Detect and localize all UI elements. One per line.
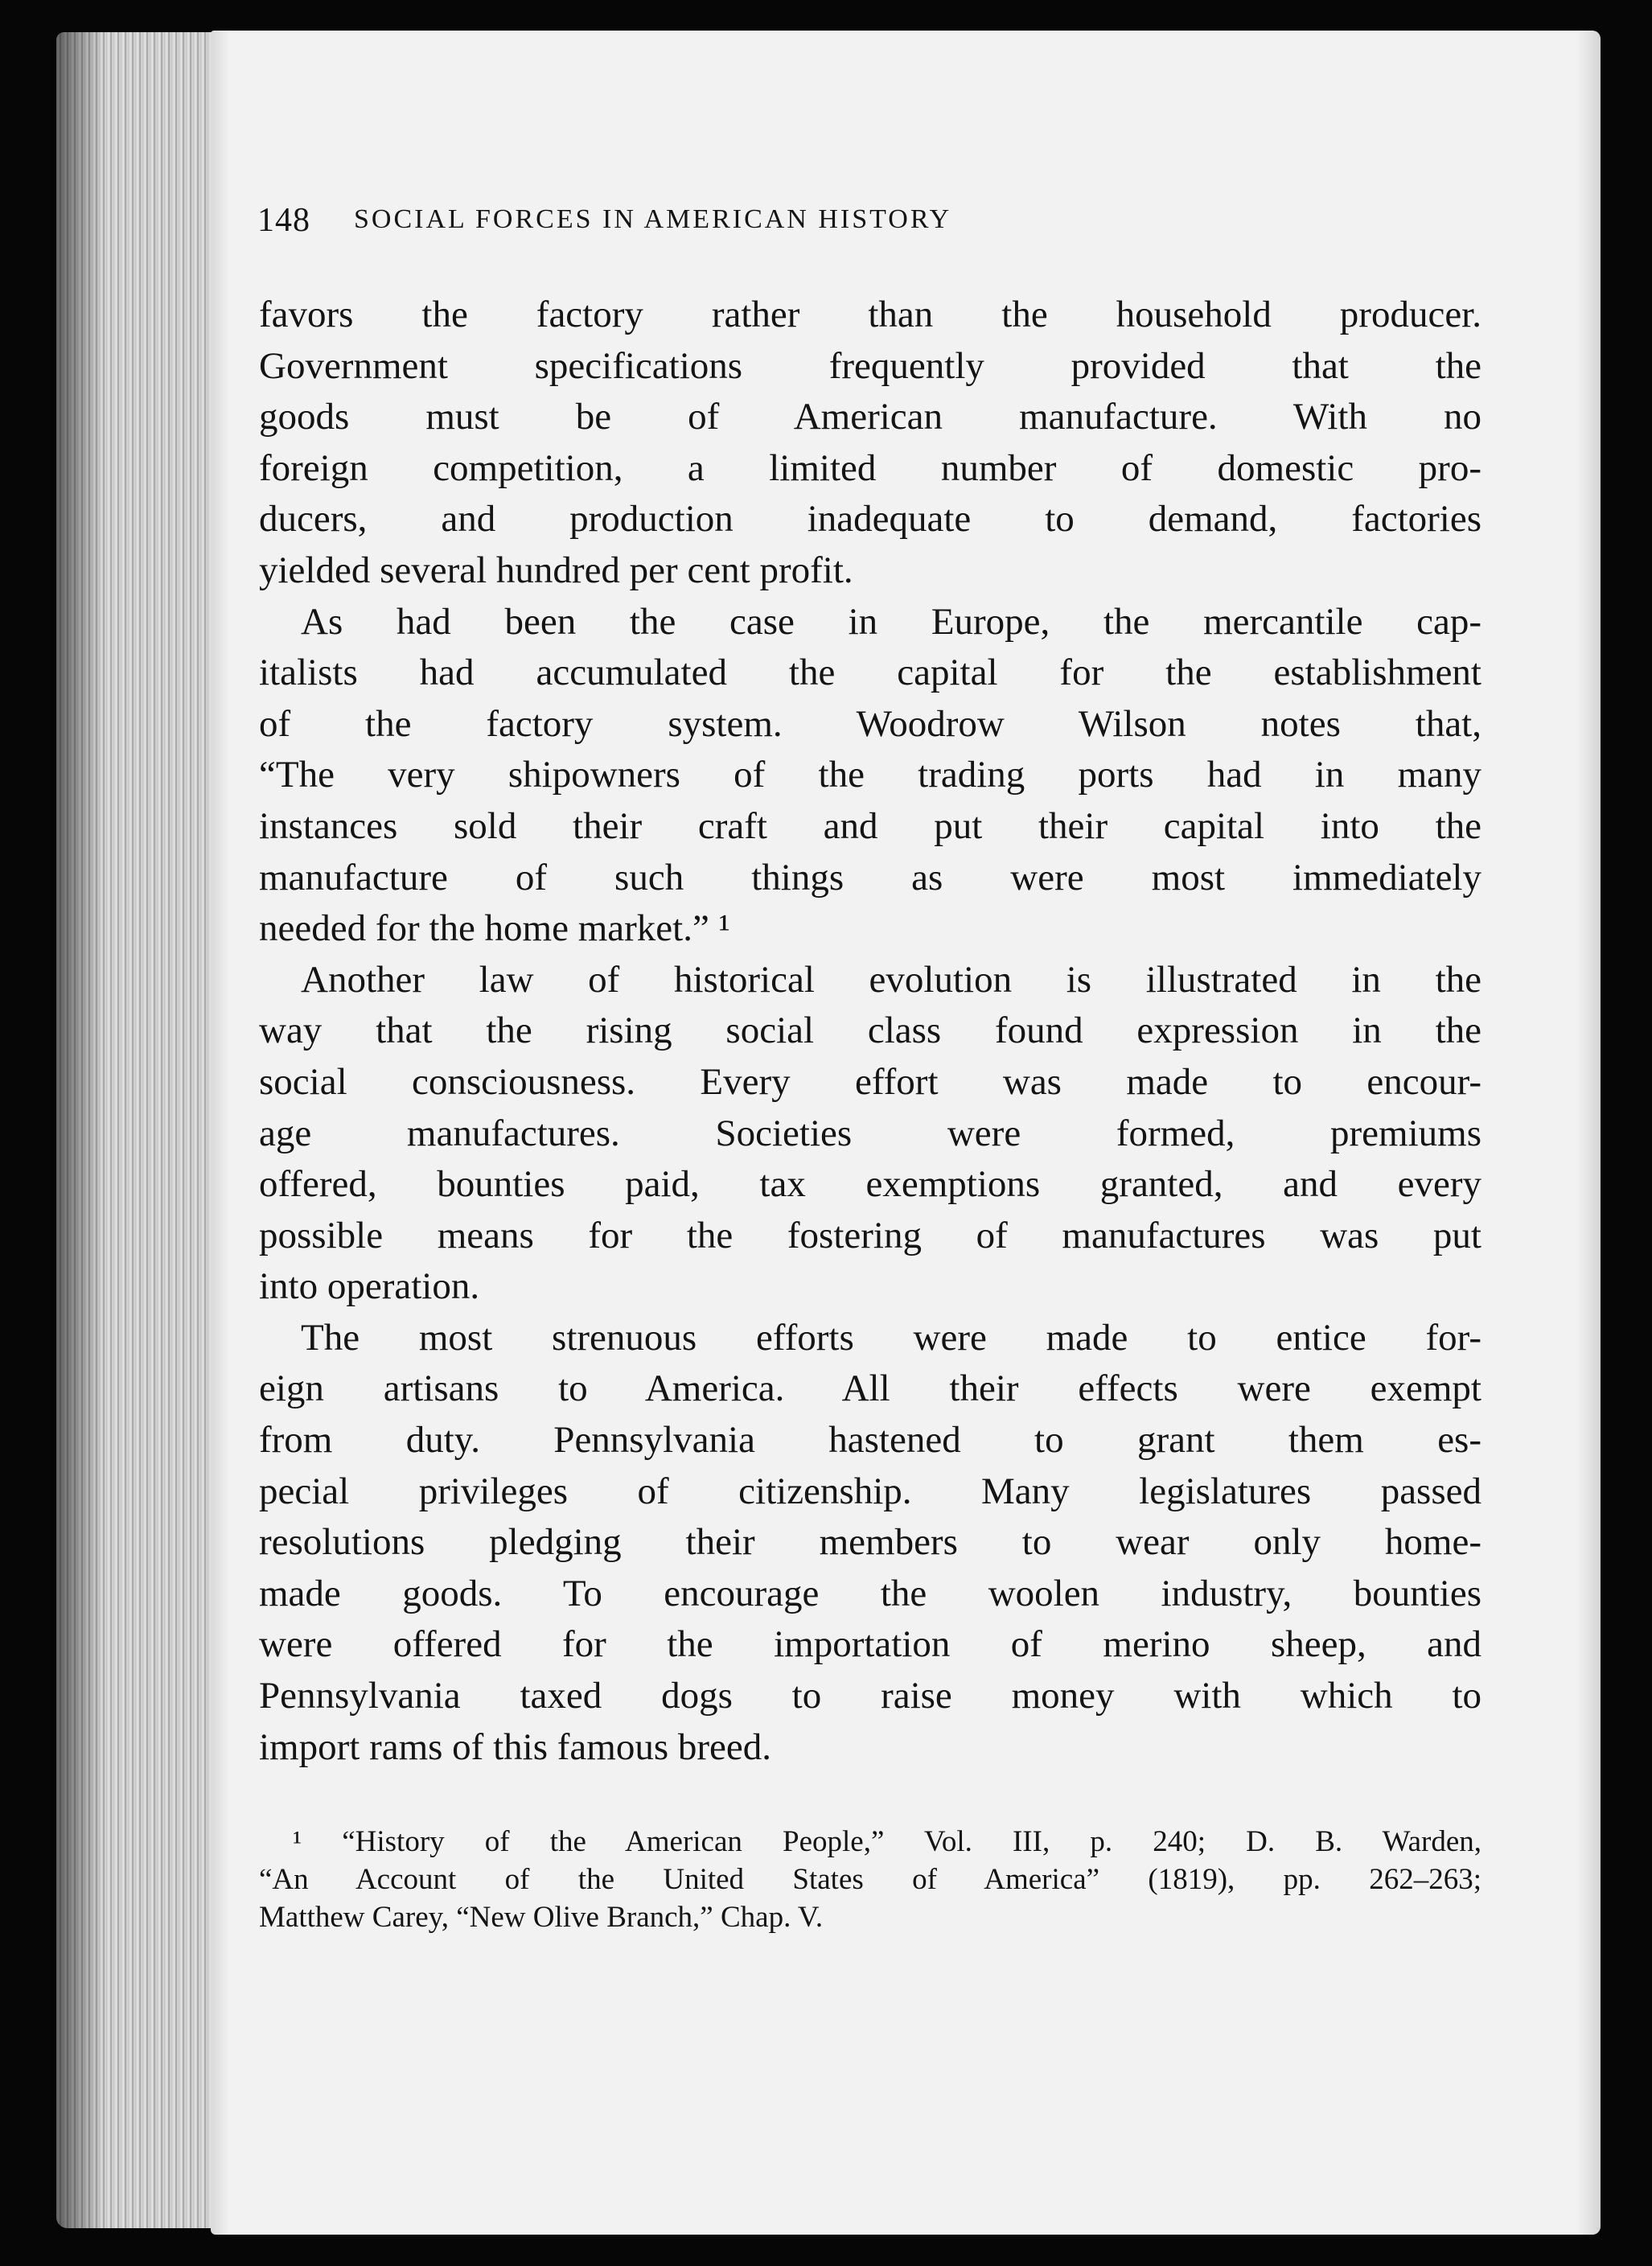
body-line: italists had accumulated the capital for the establishment	[259, 652, 1481, 694]
body-line: import rams of this famous breed.	[259, 1725, 771, 1768]
body-line: manufacture of such things as were most immediately	[259, 856, 1481, 899]
body-line: Another law of historical evolution is illustrated in the	[301, 958, 1481, 1001]
body-line: resolutions pledging their members to wear only home-	[259, 1521, 1481, 1564]
running-head-title: SOCIAL FORCES IN AMERICAN HISTORY	[354, 204, 952, 234]
body-line: ducers, and production inadequate to demand, factories	[259, 498, 1481, 541]
body-line: instances sold their craft and put their capital into the	[259, 804, 1481, 847]
body-line: needed for the home market.” ¹	[259, 907, 730, 950]
body-line: pecial privileges of citizenship. Many legislatures passed	[259, 1470, 1481, 1512]
body-line: “The very shipowners of the trading ports had in many	[259, 754, 1481, 796]
body-line: goods must be of American manufacture. With no	[259, 396, 1481, 438]
body-line: eign artisans to America. All their effects were exempt	[259, 1367, 1481, 1410]
running-head	[257, 201, 1142, 249]
body-line: yielded several hundred per cent profit.	[259, 549, 853, 591]
body-line: Pennsylvania taxed dogs to raise money with which to	[259, 1675, 1481, 1717]
edge-shadow	[1576, 31, 1601, 2235]
body-line: into operation.	[259, 1265, 480, 1308]
body-line: Government specifications frequently provided that the	[259, 344, 1481, 387]
footnote-line: “An Account of the United States of America” (1819), pp. 262–263;	[259, 1863, 1481, 1896]
gutter-shadow	[211, 31, 230, 2235]
body-line: offered, bounties paid, tax exemptions granted, and every	[259, 1163, 1481, 1206]
body-line: from duty. Pennsylvania hastened to grant them es-	[259, 1419, 1481, 1462]
body-line: As had been the case in Europe, the mercantile cap-	[301, 600, 1481, 643]
body-line: of the factory system. Woodrow Wilson notes that,	[259, 702, 1481, 745]
body-line: possible means for the fostering of manufactures was put	[259, 1214, 1481, 1256]
body-line: favors the factory rather than the household producer.	[259, 294, 1481, 335]
body-line: social consciousness. Every effort was made to encour-	[259, 1060, 1481, 1103]
footnote-line: ¹ “History of the American People,” Vol. III, p. 240; D. B. Warden,	[293, 1825, 1481, 1858]
body-line: foreign competition, a limited number of domestic pro-	[259, 446, 1481, 489]
page-number: 148	[257, 202, 310, 239]
body-text	[259, 290, 1481, 1773]
footnote	[259, 1823, 1481, 1936]
body-line: age manufactures. Societies were formed, premiums	[259, 1112, 1481, 1154]
body-line: The most strenuous efforts were made to entice for-	[301, 1316, 1481, 1359]
body-line: way that the rising social class found expression in the	[259, 1010, 1481, 1052]
body-line: made goods. To encourage the woolen industry, bounties	[259, 1572, 1481, 1614]
book-page-edges	[56, 32, 225, 2228]
body-line: were offered for the importation of merino sheep, and	[259, 1623, 1481, 1666]
footnote-line: Matthew Carey, “New Olive Branch,” Chap. V.	[259, 1901, 824, 1934]
